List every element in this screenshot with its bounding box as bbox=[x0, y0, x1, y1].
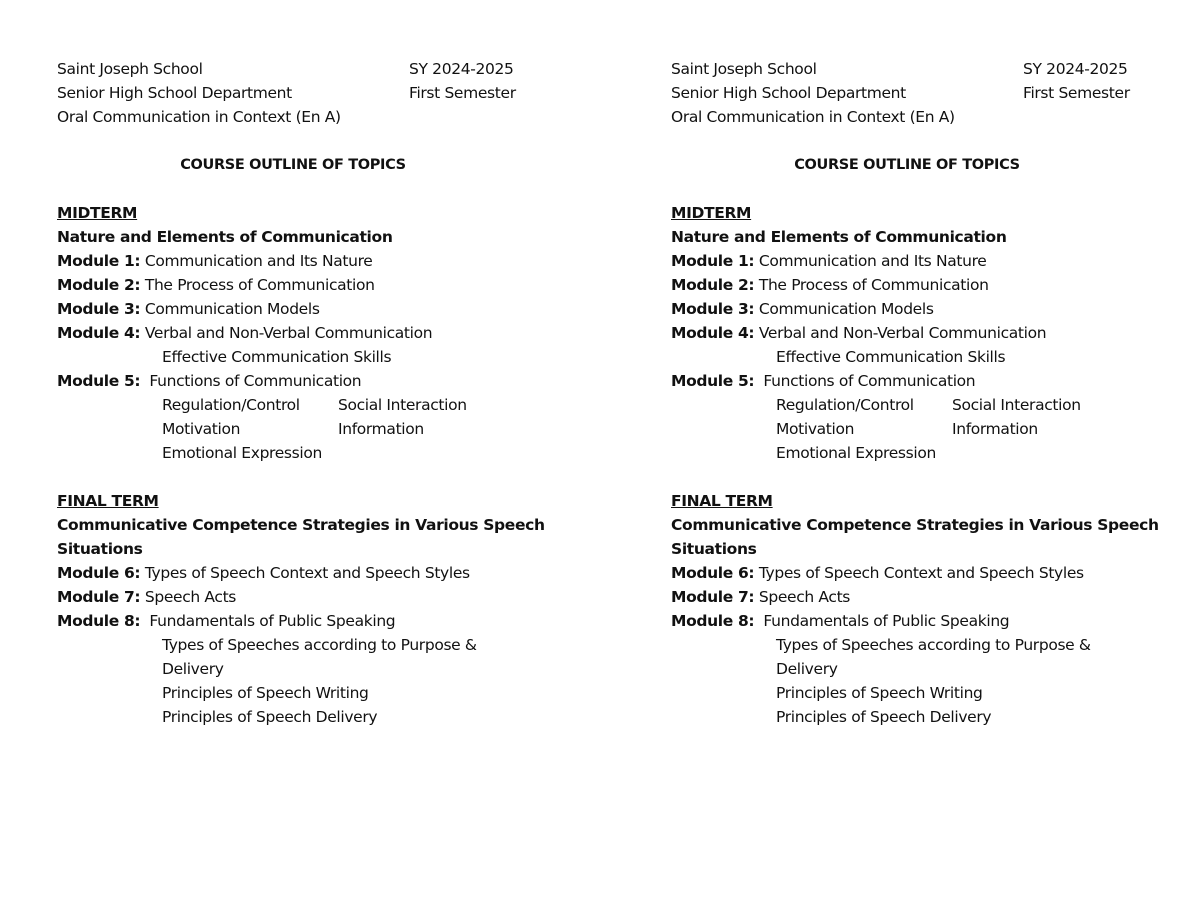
module-8-sub-3: Principles of Speech Delivery bbox=[776, 708, 992, 726]
module-5: Module 5: Functions of Communication bbox=[57, 372, 362, 390]
school-name: Saint Joseph School bbox=[57, 60, 203, 78]
outline-column-right bbox=[671, 57, 1159, 729]
midterm-heading: MIDTERM bbox=[57, 204, 138, 222]
module-2: Module 2: The Process of Communication bbox=[57, 276, 375, 294]
header-line-2 bbox=[57, 81, 537, 105]
header-line-1 bbox=[57, 57, 537, 81]
semester: First Semester bbox=[1023, 84, 1130, 102]
header-line-2 bbox=[671, 81, 1151, 105]
header-line-3 bbox=[671, 105, 1151, 129]
function-row-2: Motivation Information bbox=[162, 420, 424, 438]
semester: First Semester bbox=[409, 84, 516, 102]
function-row-3: Emotional Expression bbox=[162, 444, 322, 462]
finalterm-subtitle-1: Communicative Competence Strategies in Various Speech bbox=[57, 516, 545, 534]
module-4-sub: Effective Communication Skills bbox=[776, 348, 1006, 366]
outline-column-left bbox=[57, 57, 545, 729]
function-row-1: Regulation/Control Social Interaction bbox=[776, 396, 1081, 414]
finalterm-heading: FINAL TERM bbox=[57, 492, 159, 510]
department-name: Senior High School Department bbox=[57, 84, 292, 102]
module-8-sub-2: Principles of Speech Writing bbox=[162, 684, 369, 702]
midterm-heading: MIDTERM bbox=[671, 204, 752, 222]
module-4: Module 4: Verbal and Non-Verbal Communication bbox=[671, 324, 1047, 342]
module-7: Module 7: Speech Acts bbox=[57, 588, 237, 606]
page-title: COURSE OUTLINE OF TOPICS bbox=[180, 157, 406, 173]
school-year: SY 2024-2025 bbox=[1023, 60, 1128, 78]
module-6: Module 6: Types of Speech Context and Speech Styles bbox=[57, 564, 470, 582]
function-row-1: Regulation/Control Social Interaction bbox=[162, 396, 467, 414]
module-4-sub: Effective Communication Skills bbox=[162, 348, 392, 366]
module-8-sub-1b: Delivery bbox=[162, 660, 224, 678]
module-8-sub-3: Principles of Speech Delivery bbox=[162, 708, 378, 726]
title-line bbox=[671, 153, 1151, 177]
module-1: Module 1: Communication and Its Nature bbox=[671, 252, 987, 270]
finalterm-heading: FINAL TERM bbox=[671, 492, 773, 510]
module-8-sub-2: Principles of Speech Writing bbox=[776, 684, 983, 702]
header-line-1 bbox=[671, 57, 1151, 81]
course-name: Oral Communication in Context (En A) bbox=[57, 108, 341, 126]
module-1: Module 1: Communication and Its Nature bbox=[57, 252, 373, 270]
title-line bbox=[57, 153, 537, 177]
finalterm-subtitle-2: Situations bbox=[671, 540, 757, 558]
module-8-sub-1a: Types of Speeches according to Purpose & bbox=[162, 636, 477, 654]
function-row-2: Motivation Information bbox=[776, 420, 1038, 438]
finalterm-subtitle-2: Situations bbox=[57, 540, 143, 558]
module-3: Module 3: Communication Models bbox=[57, 300, 320, 318]
module-8-sub-1a: Types of Speeches according to Purpose & bbox=[776, 636, 1091, 654]
module-4: Module 4: Verbal and Non-Verbal Communication bbox=[57, 324, 433, 342]
school-name: Saint Joseph School bbox=[671, 60, 817, 78]
midterm-subtitle: Nature and Elements of Communication bbox=[671, 228, 1007, 246]
module-8-sub-1b: Delivery bbox=[776, 660, 838, 678]
department-name: Senior High School Department bbox=[671, 84, 906, 102]
header-line-3 bbox=[57, 105, 537, 129]
module-6: Module 6: Types of Speech Context and Speech Styles bbox=[671, 564, 1084, 582]
page-title: COURSE OUTLINE OF TOPICS bbox=[794, 157, 1020, 173]
midterm-subtitle: Nature and Elements of Communication bbox=[57, 228, 393, 246]
school-year: SY 2024-2025 bbox=[409, 60, 514, 78]
module-8: Module 8: Fundamentals of Public Speaking bbox=[671, 612, 1010, 630]
module-8: Module 8: Fundamentals of Public Speaking bbox=[57, 612, 396, 630]
course-name: Oral Communication in Context (En A) bbox=[671, 108, 955, 126]
module-7: Module 7: Speech Acts bbox=[671, 588, 851, 606]
module-2: Module 2: The Process of Communication bbox=[671, 276, 989, 294]
module-3: Module 3: Communication Models bbox=[671, 300, 934, 318]
module-5: Module 5: Functions of Communication bbox=[671, 372, 976, 390]
finalterm-subtitle-1: Communicative Competence Strategies in Various Speech bbox=[671, 516, 1159, 534]
function-row-3: Emotional Expression bbox=[776, 444, 936, 462]
